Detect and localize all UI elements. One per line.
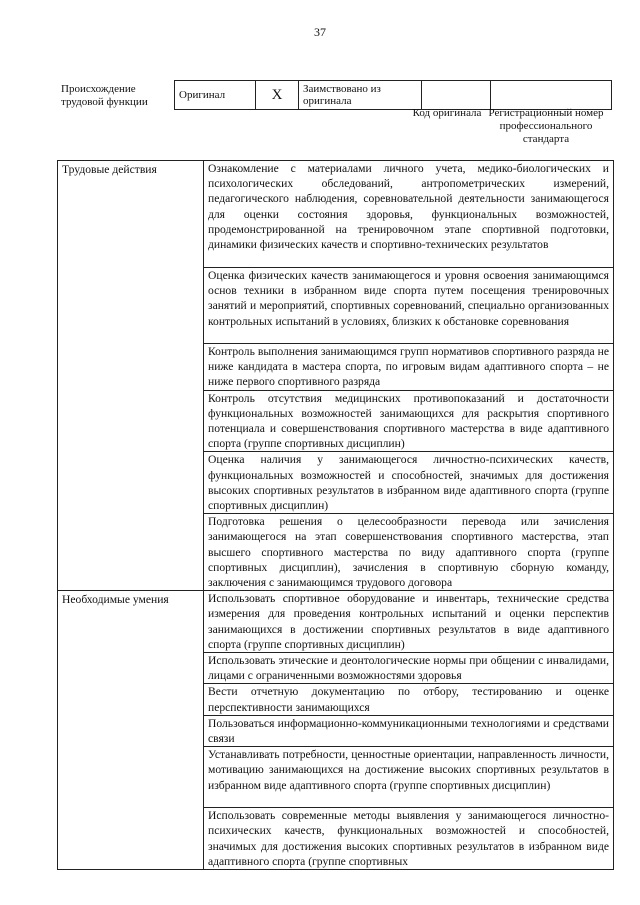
origin-table — [174, 80, 612, 110]
table-cell: Подготовка решения о целесообразности перевода или зачисления занимающегося на этап совершенствования спортивного мастерства, этап высшего спортивного мастерства по виду адаптивного спорта (группе спортивных дисциплин), зачисления в спортивную сборную команду, заключения с занимающимся трудового договора — [204, 514, 614, 591]
original-label: Оригинал — [175, 81, 256, 110]
table-cell: Контроль отсутствия медицинских противопоказаний и достаточности функциональных возможностей занимающихся для раскрытия спортивного потенциала и совершенствования спортивного мастерства в виде адаптивного спорта (группе спортивных дисциплин) — [204, 390, 614, 452]
origin-label: Происхождение трудовой функции — [61, 83, 148, 108]
table-cell: Вести отчетную документацию по отбору, тестированию и оценке перспективности занимающихся — [204, 684, 614, 715]
functions-table — [57, 160, 614, 870]
table-cell: Пользоваться информационно-коммуникационными технологиями и средствами связи — [204, 715, 614, 746]
table-cell: Оценка физических качеств занимающегося и уровня освоения занимающимся основ техники в избранном виде спорта путем посещения тренировочных занятий и мероприятий, спортивных соревнований, специально организованных контрольных испытаний в условиях, близких к обстановке соревнования — [204, 268, 614, 344]
code-cell — [422, 81, 491, 110]
table-cell: Использовать современные методы выявления у занимающегося личностно-психических качеств, функциональных возможностей и способностей, значимых для достижения высоких спортивных результатов в избранном виде адаптивного спорта (группе спортивных — [204, 808, 614, 870]
section-label-skills: Необходимые умения — [58, 591, 204, 870]
table-row — [58, 591, 614, 653]
borrowed-label: Заимствовано из оригинала — [299, 81, 422, 110]
table-row — [58, 161, 614, 268]
reg-number-label: Регистрационный номер профессионального стандарта — [488, 107, 604, 145]
table-cell: Использовать этические и деонтологические нормы при общении с инвалидами, лицами с ограниченными возможностями здоровья — [204, 653, 614, 684]
table-cell: Ознакомление с материалами личного учета, медико-биологических и психологических обследований, антропометрических измерений, педагогического наблюдения, соревновательной деятельности занимающегося для оценки состояния здоровья, функциональных возможностей, продемонстрированной на тренировочном этапе спортивной подготовки, динамики физических качеств и спортивно-технических результатов — [204, 161, 614, 268]
table-cell: Устанавливать потребности, ценностные ориентации, направленность личности, мотивацию занимающихся на достижение высоких спортивных результатов в избранном виде адаптивного спорта (группе спортивных дисциплин) — [204, 747, 614, 808]
page-number: 37 — [314, 25, 326, 39]
original-mark: X — [256, 81, 299, 110]
section-label-actions: Трудовые действия — [58, 161, 204, 591]
table-cell: Оценка наличия у занимающегося личностно-психических качеств, функциональных возможностей и способностей, значимых для достижения высоких спортивных результатов в избранном виде адаптивного спорта (группе спортивных дисциплин) — [204, 452, 614, 514]
code-label: Код оригинала — [412, 107, 482, 119]
table-cell: Контроль выполнения занимающимся групп нормативов спортивного разряда не ниже кандидата в мастера спорта, по игровым видам адаптивного спорта – не ниже первого спортивного разряда — [204, 344, 614, 391]
table-cell: Использовать спортивное оборудование и инвентарь, технические средства измерения для проведения контрольных испытаний и оценки перспектив занимающихся в достижении спортивных результатов в виде адаптивного спорта (группе спортивных дисциплин) — [204, 591, 614, 653]
reg-number-cell — [491, 81, 612, 110]
